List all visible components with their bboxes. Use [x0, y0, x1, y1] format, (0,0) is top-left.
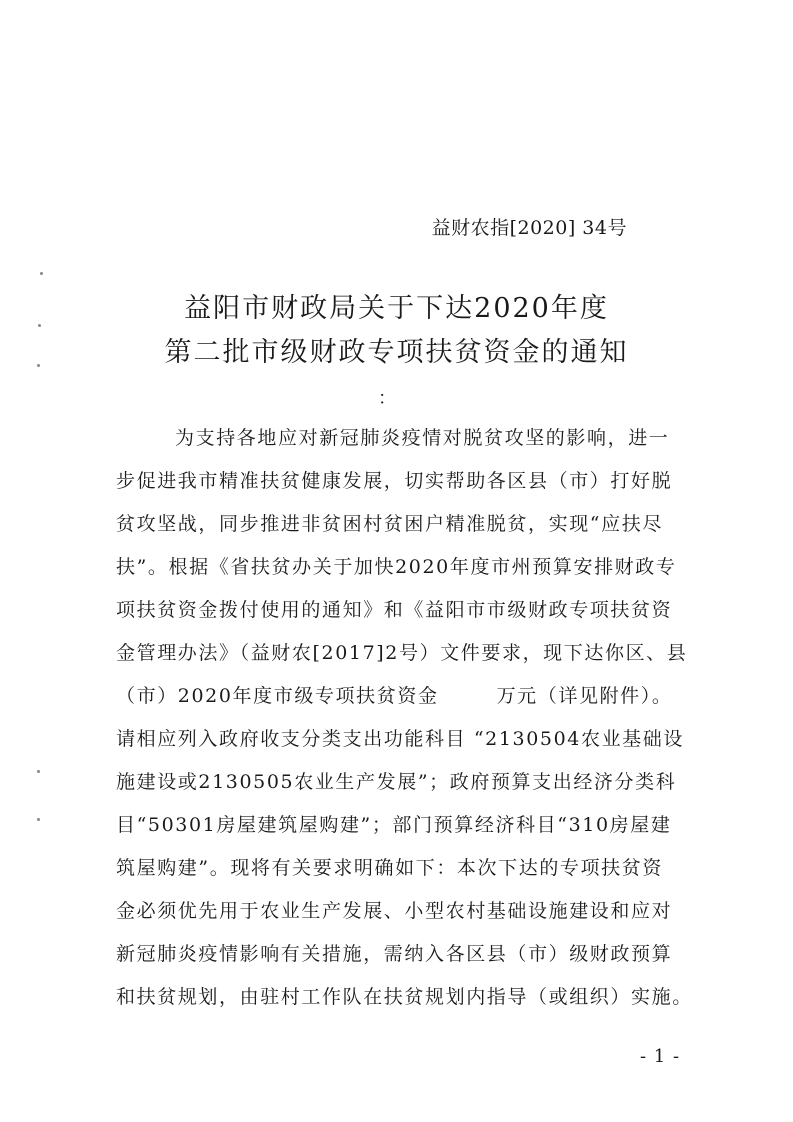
document-number: 益财农指[2020] 34号	[431, 217, 627, 239]
body-line: 项扶贫资金拨付使用的通知》和《益阳市市级财政专项扶贫资	[116, 599, 673, 621]
amount-prefix: （市）2020年度市级专项扶贫资金	[116, 685, 439, 707]
body-line: 请相应列入政府收支分类支出功能科目 “2130504农业基础设	[116, 728, 684, 750]
scan-speck	[37, 770, 40, 773]
scan-speck	[40, 272, 43, 275]
document-title-line-2: 第二批市级财政专项扶贫资金的通知	[164, 337, 629, 368]
scan-speck	[37, 818, 40, 821]
body-line: 为支持各地应对新冠肺炎疫情对脱贫攻坚的影响，进一	[175, 427, 670, 449]
body-line: 贫攻坚战，同步推进非贫困村贫困户精准脱贫，实现“应扶尽	[116, 513, 663, 535]
body-line: 和扶贫规划，由驻村工作队在扶贫规划内指导（或组织）实施。	[116, 986, 693, 1008]
body-line: 目“50301房屋建筑屋购建”；部门预算经济科目“310房屋建	[116, 814, 672, 836]
body-line: 新冠肺炎疫情影响有关措施，需纳入各区县（市）级财政预算	[116, 943, 673, 965]
scan-speck	[38, 324, 41, 327]
body-line: 金管理办法》（益财农[2017]2号）文件要求，现下达你区、县	[116, 642, 688, 664]
page-number: - 1 -	[640, 1046, 681, 1067]
salutation: ：	[378, 388, 396, 409]
body-line: 金必须优先用于农业生产发展、小型农村基础设施建设和应对	[116, 900, 673, 922]
body-line: 筑屋购建”。现将有关要求明确如下：本次下达的专项扶贫资	[116, 857, 663, 879]
body-line-amount	[116, 683, 698, 709]
body-line: 步促进我市精准扶贫健康发展，切实帮助各区县（市）打好脱	[116, 470, 673, 492]
body-line: 扶”。根据《省扶贫办关于加快2020年度市州预算安排财政专	[116, 556, 677, 578]
amount-suffix: 万元（详见附件）。	[496, 685, 673, 707]
scan-speck	[37, 364, 40, 367]
document-title-line-1: 益阳市财政局关于下达2020年度	[184, 293, 609, 324]
body-line: 施建设或2130505农业生产发展”；政府预算支出经济分类科	[116, 771, 677, 793]
